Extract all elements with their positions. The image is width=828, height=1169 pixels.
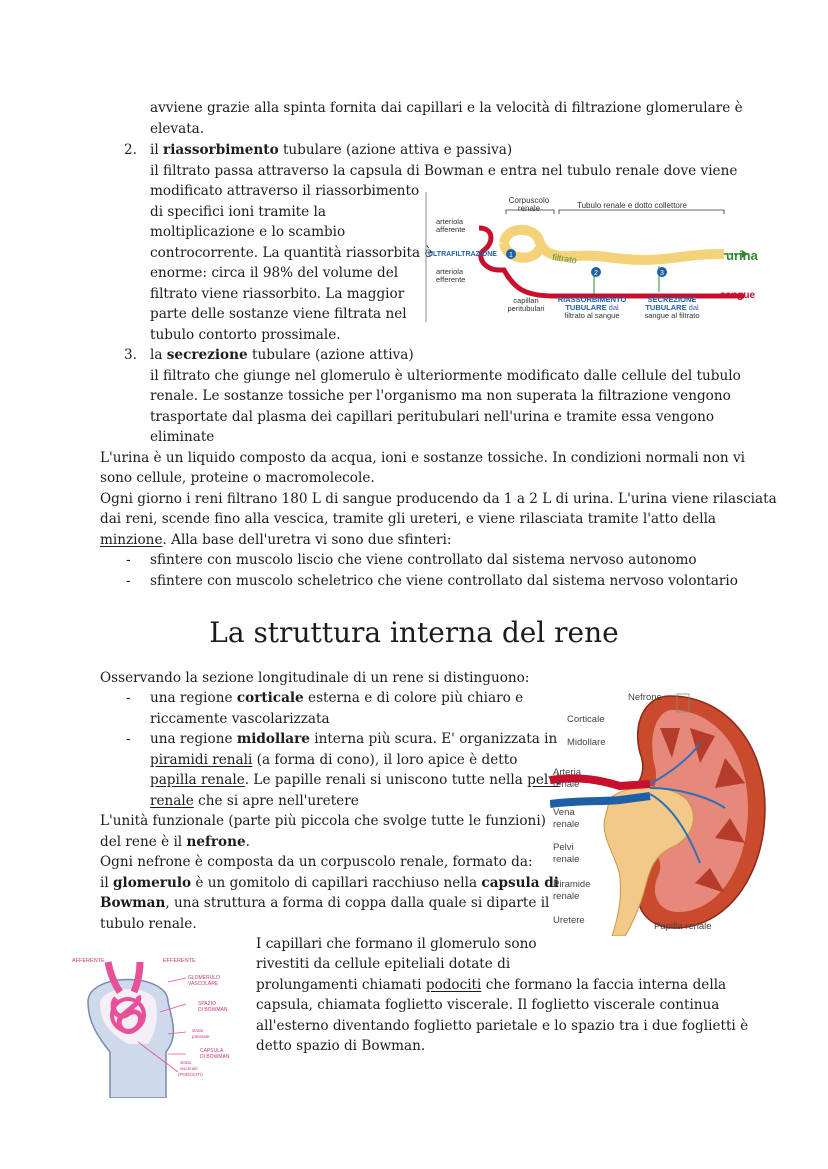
section-title: La struttura interna del rene: [209, 616, 619, 649]
item3-line-4: eliminate: [150, 429, 215, 445]
unit-line-2: del rene è il nefrone.: [100, 834, 250, 850]
kidney-intro: Osservando la sezione longitudinale di un rene si distinguono:: [100, 670, 530, 686]
bullet-midollare-4: renale che si apre nell'uretere: [150, 793, 359, 809]
label-visc-3: (PODOCITI): [178, 1072, 203, 1077]
label-urina: urina: [726, 248, 758, 263]
label-glom-1: GLOMERULO: [188, 975, 220, 981]
podo-line-5: all'esterno diventando foglietto parietale e lo spazio tra i due foglietti è: [256, 1018, 749, 1034]
label-visc-2: viscerale: [180, 1066, 198, 1071]
label-capillari-1: capillari: [513, 296, 539, 305]
label-caps-1: CAPSULA: [200, 1048, 224, 1054]
podo-line-1: I capillari che formano il glomerulo sono: [256, 936, 537, 952]
unit-line-3: Ogni nefrone è composta da un corpuscolo renale, formato da:: [100, 854, 533, 870]
item3-line-1: il filtrato che giunge nel glomerulo è ulteriormente modificato dalle cellule del tubulo: [150, 368, 741, 384]
label-arteria: Arteria renale: [553, 767, 581, 790]
bullet-midollare: una regione midollare interna più scura. E' organizzata in: [150, 731, 558, 747]
label-renale: renale: [517, 204, 541, 213]
podo-line-3: prolungamenti chiamati podociti che formano la faccia interna della: [256, 977, 727, 993]
intro-line-1: avviene grazie alla spinta fornita dai capillari e la velocità di filtrazione glomerulare è: [150, 100, 743, 116]
label-visc-1: strato: [180, 1060, 192, 1065]
label-efferente: EFFERENTE: [163, 958, 196, 964]
label-sangue: sangue: [720, 290, 756, 301]
label-pelvi: Pelvi renale: [553, 842, 580, 865]
label-caps-2: DI BOWMAN: [200, 1054, 230, 1060]
item2-line-1: il filtrato passa attraverso la capsula di Bowman e entra nel tubulo renale dove viene: [150, 163, 738, 179]
nephron-function-diagram: [424, 188, 764, 324]
item2-line-7: filtrato viene riassorbito. La maggior: [150, 286, 405, 302]
step-2-number: 2: [594, 270, 598, 277]
label-corpuscolo: Corpuscolo: [508, 196, 550, 205]
item2-line-2: modificato attraverso il riassorbimento: [150, 183, 420, 199]
label-secr-3: sangue al filtrato: [644, 311, 700, 320]
dash-3: -: [126, 690, 131, 706]
item2-line-5: controcorrente. La quantità riassorbita è: [150, 245, 433, 261]
item3-line-2: renale. Le sostanze tossiche per l'organismo ma non superata la filtrazione vengono: [150, 388, 731, 404]
label-par-2: parietale: [192, 1034, 210, 1039]
intro-line-2: elevata.: [150, 121, 205, 137]
label-ultrafiltrazione: ULTRAFILTRAZIONE: [428, 251, 497, 258]
label-nefrone: Nefrone: [628, 692, 662, 703]
label-midollare: Midollare: [567, 737, 606, 748]
urine-line-1: L'urina è un liquido composto da acqua, ioni e sostanze tossiche. In condizioni normali non vi: [100, 450, 745, 466]
urine-line-4: dai reni, scende fino alla vescica, tramite gli ureteri, e viene rilasciata tramite l'atto della: [100, 511, 717, 527]
label-uretere: Uretere: [553, 915, 585, 926]
label-arteriola-eff-2: efferente: [436, 275, 466, 284]
blood-vessel: [479, 228, 724, 296]
podo-line-6: detto spazio di Bowman.: [256, 1038, 426, 1054]
label-capillari-2: peritubulari: [507, 304, 545, 313]
label-filtrato: filtrato: [551, 252, 578, 266]
unit-line-5: Bowman, una struttura a forma di coppa dalla quale si diparte il: [100, 895, 550, 911]
item3-title: la secrezione tubulare (azione attiva): [150, 347, 414, 363]
item2-line-4: moltiplicazione e lo scambio: [150, 224, 346, 240]
sphincter-1: sfintere con muscolo liscio che viene controllato dal sistema nervoso autonomo: [150, 552, 697, 568]
list-number-2: 2.: [124, 142, 137, 158]
unit-line-1: L'unità funzionale (parte più piccola che svolge tutte le funzioni): [100, 813, 546, 829]
item2-line-6: enorme: circa il 98% del volume del: [150, 265, 399, 281]
label-piramide: Piramide renale: [553, 879, 591, 902]
label-papilla: Papilla renale: [654, 921, 712, 932]
bullet-corticale: una regione corticale esterna e di colore più chiaro e: [150, 690, 524, 706]
podo-line-2: rivestiti da cellule epiteliali dotate di: [256, 956, 511, 972]
label-riass-3: filtrato al sangue: [564, 311, 620, 320]
label-par-1: strato: [192, 1028, 204, 1033]
label-arteriola-aff-1: arteriola: [436, 217, 464, 226]
item2-title: il riassorbimento tubulare (azione attiva e passiva): [150, 142, 513, 158]
unit-line-4: il glomerulo è un gomitolo di capillari racchiuso nella capsula di: [100, 875, 559, 891]
label-corticale: Corticale: [567, 714, 605, 725]
label-riass-1: RIASSORBIMENTO: [557, 295, 627, 304]
item2-line-8: parte delle sostanze viene filtrata nel: [150, 306, 407, 322]
bullet-midollare-3: papilla renale. Le papille renali si uniscono tutte nella pelvi: [150, 772, 561, 788]
dash-2: -: [126, 573, 131, 589]
bullet-midollare-2: piramidi renali (a forma di cono), il loro apice è detto: [150, 752, 518, 768]
bullet-corticale-2: riccamente vascolarizzata: [150, 711, 330, 727]
item3-line-3: trasportate dal plasma dei capillari peritubulari nell'urina e tramite essa vengono: [150, 409, 715, 425]
pointer-1: [168, 978, 186, 982]
list-number-3: 3.: [124, 347, 137, 363]
label-riass-2: TUBULARE dal: [565, 303, 619, 312]
step-3-number: 3: [660, 270, 664, 277]
item2-line-3: di specifici ioni tramite la: [150, 204, 326, 220]
dash-4: -: [126, 731, 131, 747]
label-glom-2: VASCOLARE: [188, 981, 219, 987]
unit-line-6: tubulo renale.: [100, 916, 197, 932]
podo-line-4: capsula, chiamata foglietto viscerale. Il foglietto viscerale continua: [256, 997, 720, 1013]
urine-line-5: minzione. Alla base dell'uretra vi sono due sfinteri:: [100, 532, 452, 548]
label-secr-2: TUBULARE dal: [645, 303, 699, 312]
label-afferente: AFFERENTE: [72, 958, 105, 964]
sphincter-2: sfintere con muscolo scheletrico che viene controllato dal sistema nervoso volontario: [150, 573, 738, 589]
dash-1: -: [126, 552, 131, 568]
label-vena: Vena renale: [553, 807, 580, 830]
tubulo-bracket: [559, 210, 724, 214]
urine-line-3: Ogni giorno i reni filtrano 180 L di sangue producendo da 1 a 2 L di urina. L'urina viene rilasciata: [100, 491, 777, 507]
label-spazio-2: DI BOWMAN: [198, 1007, 228, 1013]
label-spazio-1: SPAZIO: [198, 1001, 216, 1007]
label-arteriola-eff-1: arteriola: [436, 267, 464, 276]
label-secr-1: SECREZIONE: [647, 295, 697, 304]
label-arteriola-aff-2: afferente: [436, 225, 466, 234]
glomerulus-diagram: [68, 952, 248, 1098]
label-tubulo: Tubulo renale e dotto collettore: [577, 201, 687, 210]
urine-line-2: sono cellule, proteine o macromolecole.: [100, 470, 375, 486]
item2-line-9: tubulo contorto prossimale.: [150, 327, 341, 343]
step-1-number: 1: [509, 252, 513, 259]
